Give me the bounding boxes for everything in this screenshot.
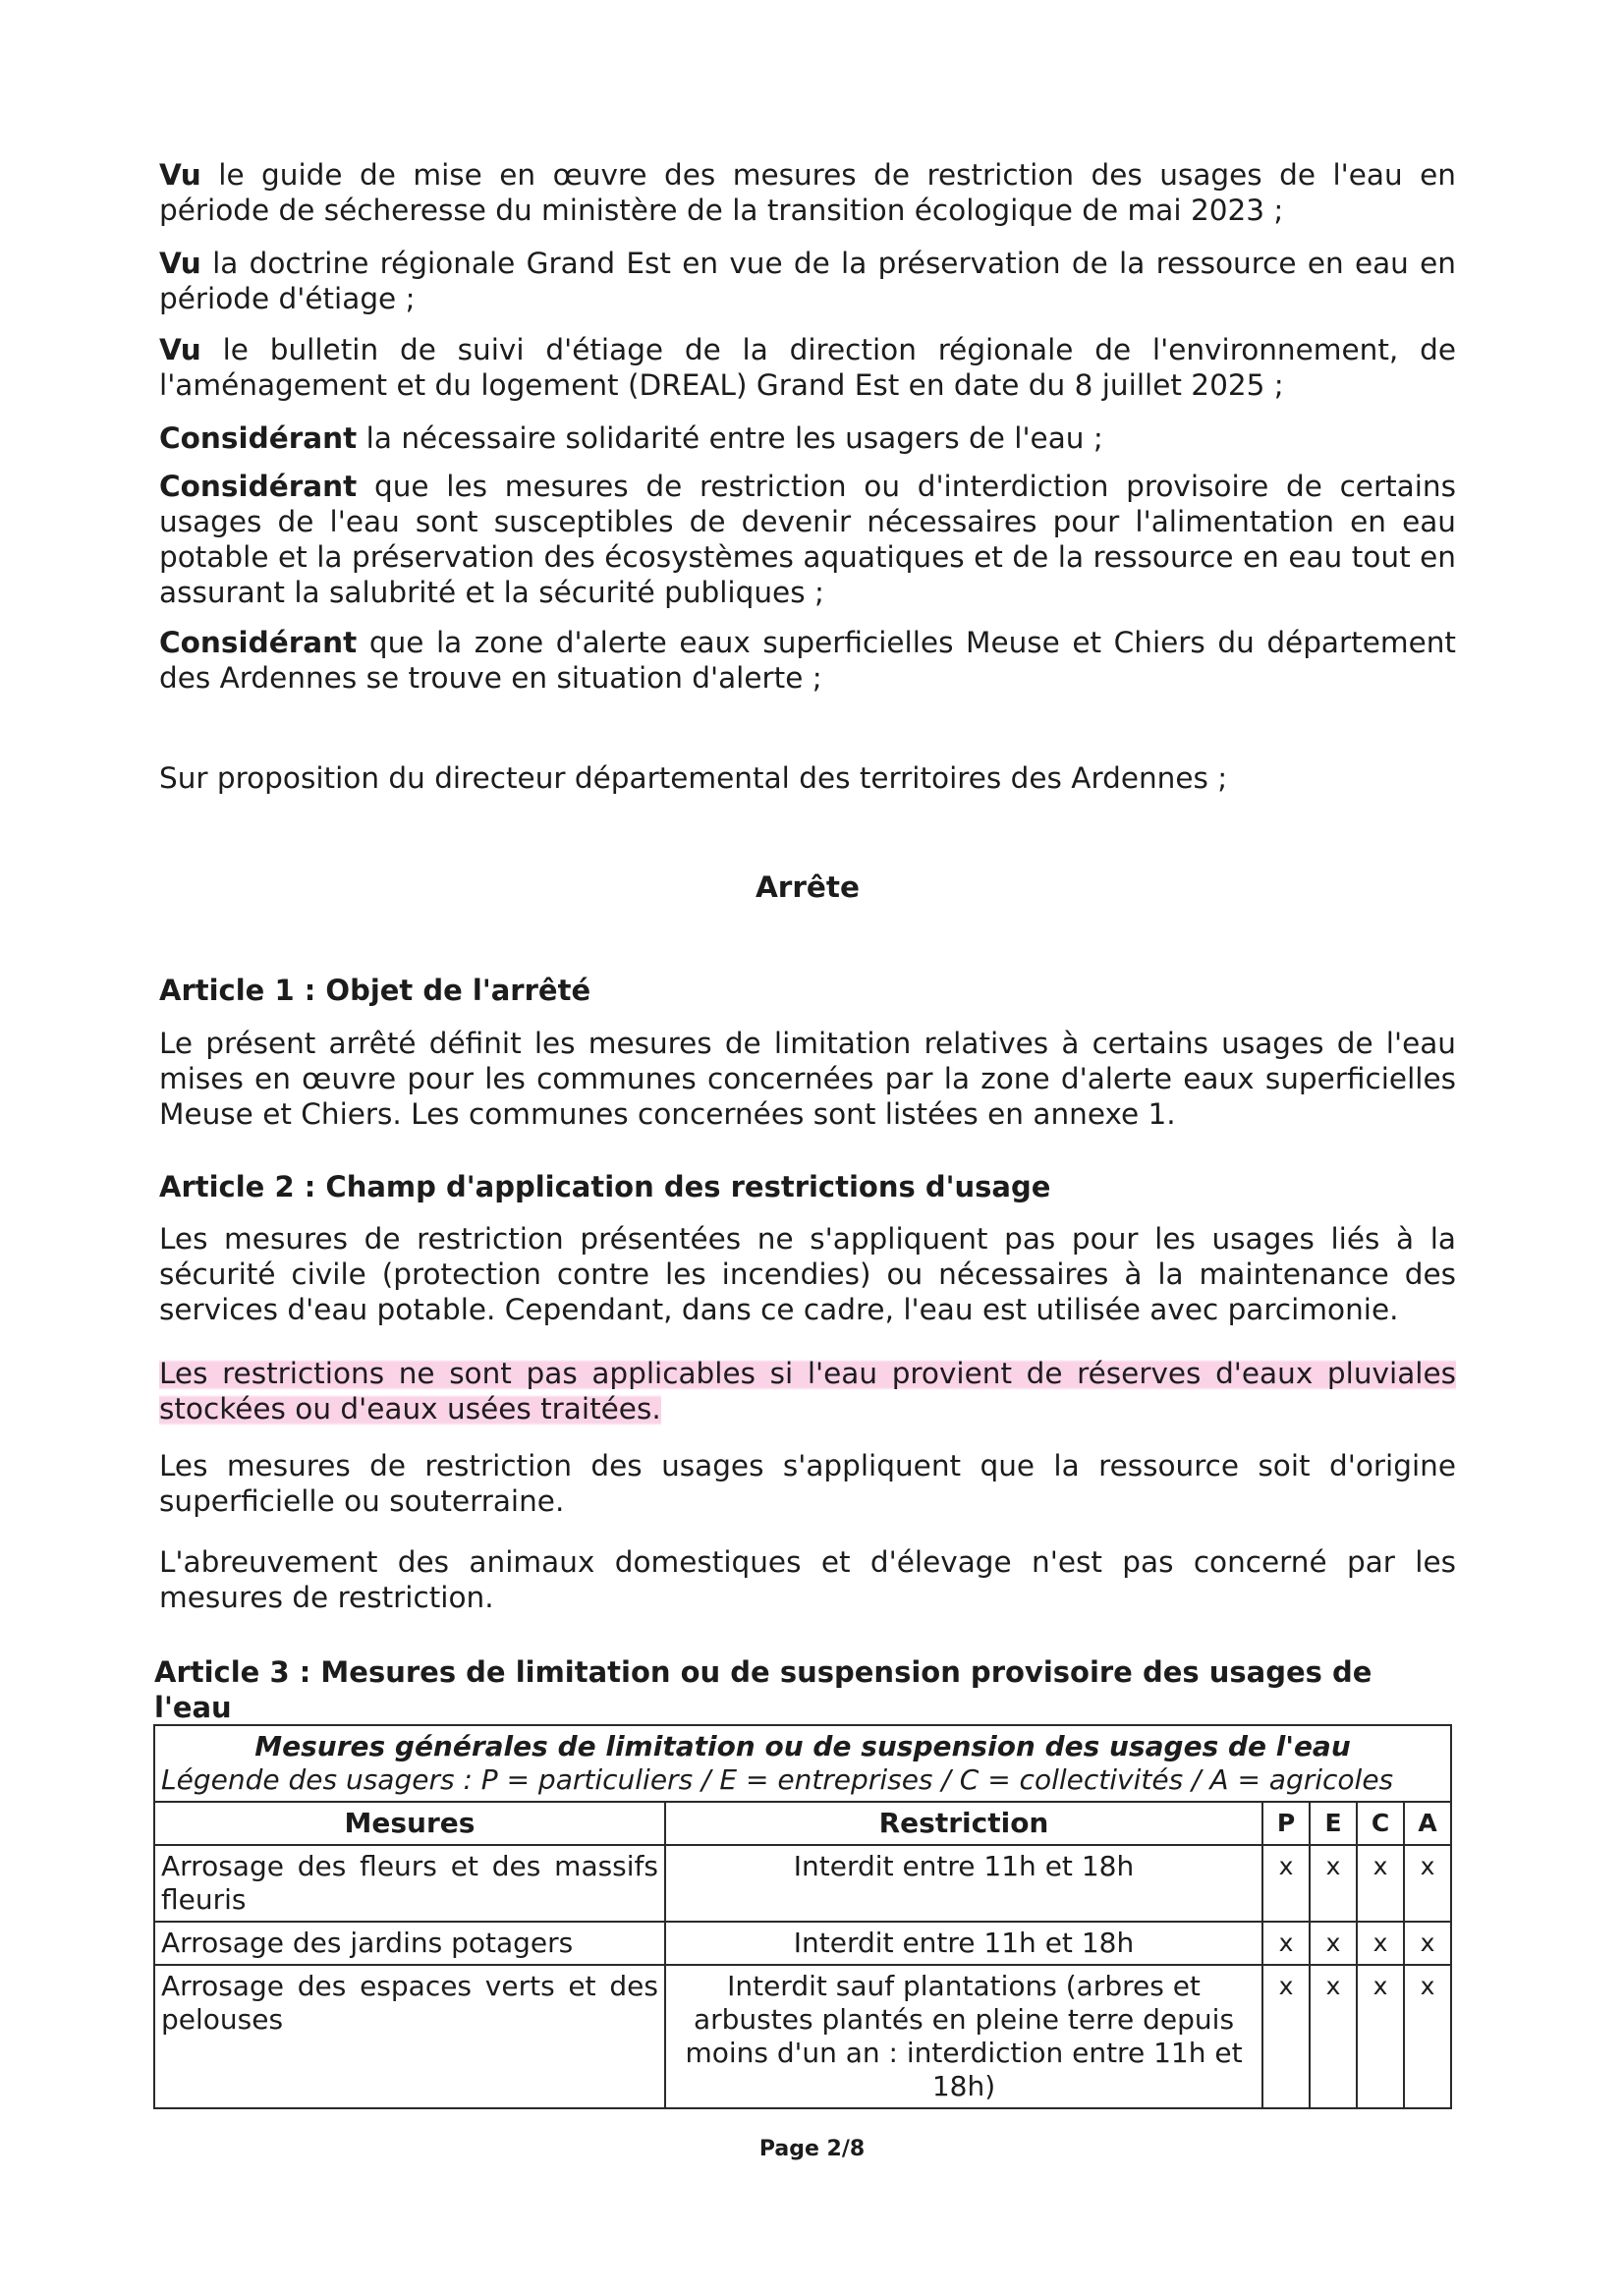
considerant-text: que les mesures de restriction ou d'interdiction provisoire de certains usages de l'eau sont susceptibles de devenir nécessaires pour l'alimentation en eau potable et la préservation des écosystèmes aquatiques et de la ressource en eau tout en assurant la salubrité et la sécurité publiques ; xyxy=(159,470,1456,609)
highlighted-text: Les restrictions ne sont pas applicables si l'eau provient de réserves d'eaux pluviales stockées ou d'eaux usées traitées. xyxy=(159,1357,1456,1426)
table-row xyxy=(154,1845,1451,1922)
column-header-p: P xyxy=(1262,1802,1310,1845)
mark-cell-c: x xyxy=(1357,1965,1404,2108)
restrictions-table xyxy=(153,1724,1452,2109)
considerant-paragraph-2 xyxy=(159,469,1456,610)
visa-paragraph-2 xyxy=(159,246,1456,316)
column-header-a: A xyxy=(1404,1802,1451,1845)
considerant-lead: Considérant xyxy=(159,626,358,659)
mark-cell-p: x xyxy=(1262,1845,1310,1922)
visa-lead: Vu xyxy=(159,158,201,192)
article-2-paragraph-3: Les mesures de restriction des usages s'appliquent que la ressource soit d'origine superficielle ou souterraine. xyxy=(159,1449,1456,1518)
mesure-cell: Arrosage des fleurs et des massifs fleuris xyxy=(154,1845,665,1922)
mark-cell-a: x xyxy=(1404,1965,1451,2108)
column-header-mesures: Mesures xyxy=(154,1802,665,1845)
mark-cell-e: x xyxy=(1310,1922,1357,1965)
considerant-text: que la zone d'alerte eaux superficielles Meuse et Chiers du département des Ardennes se trouve en situation d'alerte ; xyxy=(159,626,1456,695)
visa-paragraph-3 xyxy=(159,332,1456,403)
mark-cell-p: x xyxy=(1262,1922,1310,1965)
table-legend: Légende des usagers : P = particuliers / E = entreprises / C = collectivités / A = agricoles xyxy=(161,1763,1394,1796)
considerant-lead: Considérant xyxy=(159,421,358,455)
considerant-text: la nécessaire solidarité entre les usagers de l'eau ; xyxy=(365,421,1103,455)
column-header-e: E xyxy=(1310,1802,1357,1845)
mark-cell-e: x xyxy=(1310,1965,1357,2108)
article-3-title: Article 3 : Mesures de limitation ou de suspension provisoire des usages de l'eau xyxy=(154,1655,1372,1724)
mark-cell-a: x xyxy=(1404,1845,1451,1922)
considerant-lead: Considérant xyxy=(159,470,358,503)
mark-cell-c: x xyxy=(1357,1922,1404,1965)
article-2-title: Article 2 : Champ d'application des restrictions d'usage xyxy=(159,1170,1051,1203)
visa-text: le guide de mise en œuvre des mesures de restriction des usages de l'eau en période de sécheresse du ministère de la transition écologique de mai 2023 ; xyxy=(159,158,1456,227)
mark-cell-c: x xyxy=(1357,1845,1404,1922)
table-legend-row xyxy=(154,1725,1451,1802)
considerant-paragraph-1 xyxy=(159,420,1456,456)
restrictions-table-wrap xyxy=(153,1724,1450,2109)
article-2-paragraph-2 xyxy=(159,1356,1456,1426)
visa-text: le bulletin de suivi d'étiage de la direction régionale de l'environnement, de l'aménagement et du logement (DREAL) Grand Est en date du 8 juillet 2025 ; xyxy=(159,333,1456,402)
visa-paragraph-1 xyxy=(159,157,1456,228)
visa-lead: Vu xyxy=(159,247,201,280)
table-row xyxy=(154,1965,1451,2108)
restriction-cell: Interdit entre 11h et 18h xyxy=(665,1845,1262,1922)
table-header-row xyxy=(154,1802,1451,1845)
article-1-text: Le présent arrêté définit les mesures de limitation relatives à certains usages de l'eau mises en œuvre pour les communes concernées par la zone d'alerte eaux superficielles Meuse et Chiers. Les communes concernées sont listées en annexe 1. xyxy=(159,1027,1456,1131)
mark-cell-a: x xyxy=(1404,1922,1451,1965)
restriction-cell: Interdit entre 11h et 18h xyxy=(665,1922,1262,1965)
table-legend-cell xyxy=(154,1725,1451,1802)
visa-text: la doctrine régionale Grand Est en vue de la préservation de la ressource en eau en période d'étiage ; xyxy=(159,247,1456,315)
mark-cell-e: x xyxy=(1310,1845,1357,1922)
arrete-heading: Arrête xyxy=(755,870,861,904)
article-2-paragraph-1: Les mesures de restriction présentées ne s'appliquent pas pour les usages liés à la sécurité civile (protection contre les incendies) ou nécessaires à la maintenance des services d'eau potable. Cependant, dans ce cadre, l'eau est utilisée avec parcimonie. xyxy=(159,1222,1456,1326)
article-1-title: Article 1 : Objet de l'arrêté xyxy=(159,974,591,1007)
proposition-paragraph: Sur proposition du directeur départemental des territoires des Ardennes ; xyxy=(159,761,1228,795)
article-2-paragraph-4: L'abreuvement des animaux domestiques et d'élevage n'est pas concerné par les mesures de restriction. xyxy=(159,1545,1456,1614)
page-number: Page 2/8 xyxy=(758,2137,866,2161)
table-title: Mesures générales de limitation ou de suspension des usages de l'eau xyxy=(254,1730,1351,1762)
restriction-cell: Interdit sauf plantations (arbres et arbustes plantés en pleine terre depuis moins d'un an : interdiction entre 11h et 18h) xyxy=(665,1965,1262,2108)
mark-cell-p: x xyxy=(1262,1965,1310,2108)
mesure-cell: Arrosage des espaces verts et des pelouses xyxy=(154,1965,665,2108)
column-header-c: C xyxy=(1357,1802,1404,1845)
table-row xyxy=(154,1922,1451,1965)
column-header-restriction: Restriction xyxy=(665,1802,1262,1845)
considerant-paragraph-3 xyxy=(159,625,1456,696)
mesure-cell: Arrosage des jardins potagers xyxy=(154,1922,665,1965)
visa-lead: Vu xyxy=(159,333,201,366)
